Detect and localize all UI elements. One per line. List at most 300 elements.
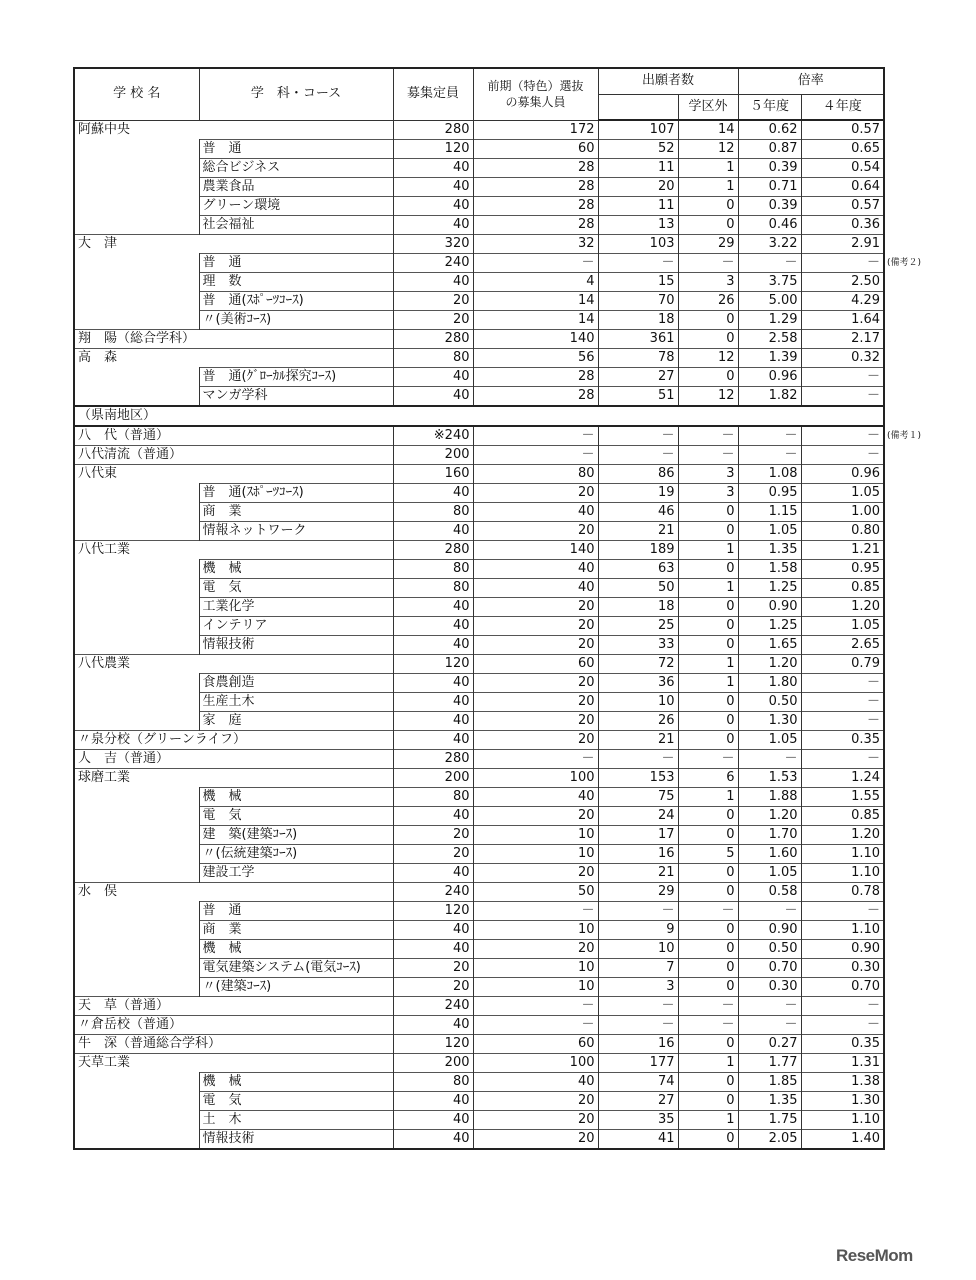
school-row [74,330,884,349]
capacity: 40 [393,674,473,693]
school-name-empty [74,579,199,598]
outside-district: 1 [678,674,738,693]
ratio-r4: 0.80 [801,522,884,541]
applicants: 27 [598,1092,678,1111]
early-quota: 32 [473,235,598,254]
ratio-r4: － [801,387,884,407]
school-name-empty [74,387,199,407]
ratio-r4: 0.90 [801,940,884,959]
early-quota: 80 [473,465,598,484]
school-name-empty [74,368,199,387]
applicants: － [598,750,678,769]
school-name-empty [74,140,199,159]
capacity: 40 [393,1111,473,1130]
course-row [74,598,884,617]
outside-district: 12 [678,140,738,159]
capacity: ※240 [393,426,473,446]
capacity: 120 [393,1035,473,1054]
capacity: 200 [393,1054,473,1073]
early-quota: 10 [473,978,598,997]
course-row [74,1111,884,1130]
applicants: 11 [598,159,678,178]
course-name: 〃(伝統建築ｺｰｽ) [199,845,393,864]
applicants: 21 [598,864,678,883]
school-row [74,731,884,750]
applicants: － [598,254,678,273]
early-quota: 56 [473,349,598,368]
early-quota: 40 [473,788,598,807]
applicants: － [598,1016,678,1035]
early-quota: 10 [473,921,598,940]
ratio-r5: 0.95 [738,484,801,503]
ratio-r4: 1.38 [801,1073,884,1092]
ratio-r5: 0.90 [738,921,801,940]
ratio-r4: 0.95 [801,560,884,579]
applicants: 18 [598,311,678,330]
early-quota: 4 [473,273,598,292]
capacity: 40 [393,807,473,826]
early-quota: 20 [473,674,598,693]
course-row [74,1073,884,1092]
outside-district: 0 [678,693,738,712]
ratio-r4: 0.85 [801,807,884,826]
capacity: 120 [393,140,473,159]
applicants: 78 [598,349,678,368]
school-name-empty [74,864,199,883]
ratio-r5: 0.87 [738,140,801,159]
header-outside: 学区外 [678,94,738,120]
ratio-r4: － [801,693,884,712]
ratio-r5: 1.15 [738,503,801,522]
school-name-empty [74,1111,199,1130]
course-name: 電気建築システム(電気ｺｰｽ) [199,959,393,978]
capacity: 120 [393,902,473,921]
course-row [74,560,884,579]
ratio-r5: 1.35 [738,1092,801,1111]
course-name: 普 通 [199,902,393,921]
school-name-empty [74,940,199,959]
capacity: 280 [393,120,473,140]
school-name: 八代東 [74,465,393,484]
outside-district: 0 [678,1130,738,1150]
school-row [74,349,884,368]
applicants: 10 [598,940,678,959]
course-name: 土 木 [199,1111,393,1130]
course-row [74,387,884,407]
ratio-r4: 1.10 [801,845,884,864]
early-quota: 40 [473,503,598,522]
course-row [74,159,884,178]
school-name-empty [74,254,199,273]
applicants: 33 [598,636,678,655]
outside-district: 0 [678,807,738,826]
capacity: 40 [393,387,473,407]
course-name: 総合ビジネス [199,159,393,178]
capacity: 200 [393,446,473,465]
ratio-r4: 1.55 [801,788,884,807]
outside-district: 1 [678,1111,738,1130]
ratio-r5: 1.65 [738,636,801,655]
outside-district: 3 [678,484,738,503]
ratio-r5: 0.50 [738,693,801,712]
capacity: 20 [393,311,473,330]
ratio-r4: 0.57 [801,120,884,140]
table-body [74,120,922,1149]
capacity: 20 [393,826,473,845]
applicants: 9 [598,921,678,940]
course-name: 情報ネットワーク [199,522,393,541]
applicants: 25 [598,617,678,636]
course-row [74,484,884,503]
course-row [74,712,884,731]
ratio-r4: 2.65 [801,636,884,655]
course-row [74,788,884,807]
section-row [74,406,884,426]
outside-district: 0 [678,216,738,235]
outside-district: 0 [678,978,738,997]
school-row [74,426,884,446]
capacity: 80 [393,503,473,522]
course-row [74,197,884,216]
course-name: 建 築(建築ｺｰｽ) [199,826,393,845]
early-quota: － [473,446,598,465]
course-name: 工業化学 [199,598,393,617]
applicants: 72 [598,655,678,674]
capacity: 40 [393,197,473,216]
applicants: 46 [598,503,678,522]
ratio-r4: － [801,712,884,731]
early-quota: 100 [473,769,598,788]
school-name: 球磨工業 [74,769,393,788]
school-name: 大 津 [74,235,393,254]
course-name: 農業食品 [199,178,393,197]
school-name-empty [74,902,199,921]
course-name: 建設工学 [199,864,393,883]
course-row [74,140,884,159]
ratio-r4: 0.85 [801,579,884,598]
ratio-r4: 0.65 [801,140,884,159]
outside-district: － [678,750,738,769]
early-quota: － [473,750,598,769]
course-name: 電 気 [199,579,393,598]
course-name: 家 庭 [199,712,393,731]
header-early: 前期（特色）選抜の募集人員 [473,68,598,120]
capacity: 80 [393,579,473,598]
capacity: 120 [393,655,473,674]
early-quota: 20 [473,940,598,959]
school-name: 水 俣 [74,883,393,902]
school-name-empty [74,807,199,826]
early-quota: 20 [473,617,598,636]
applicants: 51 [598,387,678,407]
applicants: 27 [598,368,678,387]
course-row [74,826,884,845]
school-row [74,750,884,769]
ratio-r4: 2.91 [801,235,884,254]
ratio-r4: 0.96 [801,465,884,484]
ratio-r5: 1.82 [738,387,801,407]
course-name: 理 数 [199,273,393,292]
course-name: 社会福祉 [199,216,393,235]
school-row [74,120,884,140]
ratio-r4: － [801,750,884,769]
ratio-r5: － [738,1016,801,1035]
course-row [74,1130,884,1150]
early-quota: 10 [473,959,598,978]
course-name: マンガ学科 [199,387,393,407]
ratio-r5: 0.96 [738,368,801,387]
header-capacity: 募集定員 [393,68,473,120]
capacity: 40 [393,1016,473,1035]
early-quota: 28 [473,216,598,235]
early-quota: 140 [473,330,598,349]
school-name-empty [74,978,199,997]
ratio-r4: 4.29 [801,292,884,311]
early-quota: 20 [473,1092,598,1111]
school-name-empty [74,484,199,503]
ratio-r5: － [738,426,801,446]
applicants: 361 [598,330,678,349]
outside-district: 12 [678,349,738,368]
outside-district: 0 [678,1035,738,1054]
ratio-r4: 0.57 [801,197,884,216]
applicants: 63 [598,560,678,579]
outside-district: － [678,426,738,446]
ratio-r4: － [801,997,884,1016]
school-name: 翔 陽（総合学科） [74,330,393,349]
early-quota: 28 [473,197,598,216]
outside-district: 14 [678,120,738,140]
applicants: 189 [598,541,678,560]
ratio-r4: 0.35 [801,731,884,750]
school-name-empty [74,788,199,807]
course-row [74,178,884,197]
header-course: 学 科・コース [199,68,393,120]
ratio-r5: 5.00 [738,292,801,311]
ratio-r5: － [738,902,801,921]
early-quota: 20 [473,522,598,541]
ratio-r4: 1.31 [801,1054,884,1073]
outside-district: 0 [678,522,738,541]
outside-district: 0 [678,826,738,845]
header-r4: ４年度 [801,94,884,120]
applicants: 29 [598,883,678,902]
course-name: 情報技術 [199,636,393,655]
ratio-r5: 0.39 [738,159,801,178]
early-quota: 20 [473,484,598,503]
capacity: 20 [393,845,473,864]
capacity: 320 [393,235,473,254]
school-name-empty [74,1073,199,1092]
outside-district: － [678,902,738,921]
applicants: － [598,426,678,446]
course-name: 商 業 [199,503,393,522]
school-name-empty [74,159,199,178]
early-quota: 140 [473,541,598,560]
outside-district: 0 [678,330,738,349]
school-name-empty [74,845,199,864]
ratio-r4: 0.36 [801,216,884,235]
applicants: 153 [598,769,678,788]
capacity: 40 [393,731,473,750]
applicants: － [598,446,678,465]
capacity: 40 [393,368,473,387]
course-name: 普 通 [199,140,393,159]
ratio-r5: 1.30 [738,712,801,731]
applicants: 3 [598,978,678,997]
course-row [74,273,884,292]
ratio-r4: 1.20 [801,598,884,617]
ratio-r5: 0.30 [738,978,801,997]
ratio-r4: 1.64 [801,311,884,330]
outside-district: 0 [678,864,738,883]
outside-district: 0 [678,883,738,902]
school-row [74,883,884,902]
course-row [74,959,884,978]
capacity: 80 [393,1073,473,1092]
outside-district: 1 [678,579,738,598]
remark-note: (備考１) [887,431,922,441]
admission-table [73,67,922,1150]
school-name-empty [74,826,199,845]
early-quota: 10 [473,845,598,864]
applicants: 18 [598,598,678,617]
ratio-r4: 1.10 [801,921,884,940]
section-label: （県南地区） [74,406,884,426]
course-name: グリーン環境 [199,197,393,216]
course-name: 食農創造 [199,674,393,693]
applicants: － [598,902,678,921]
header-applicants: 出願者数 [598,68,738,94]
capacity: 40 [393,484,473,503]
course-row [74,292,884,311]
capacity: 20 [393,978,473,997]
outside-district: － [678,997,738,1016]
school-name-empty [74,636,199,655]
school-row [74,465,884,484]
ratio-r5: 0.39 [738,197,801,216]
early-quota: 28 [473,387,598,407]
ratio-r4: 1.10 [801,864,884,883]
applicants: 52 [598,140,678,159]
course-row [74,864,884,883]
capacity: 240 [393,883,473,902]
applicants: 36 [598,674,678,693]
school-name: 天 草（普通） [74,997,393,1016]
early-quota: 28 [473,368,598,387]
course-name: 機 械 [199,940,393,959]
school-name: 〃倉岳校（普通） [74,1016,393,1035]
ratio-r5: 0.58 [738,883,801,902]
early-quota: － [473,1016,598,1035]
applicants: 86 [598,465,678,484]
ratio-r4: 1.24 [801,769,884,788]
ratio-r5: 1.29 [738,311,801,330]
course-row [74,254,884,273]
outside-district: 0 [678,617,738,636]
outside-district: 0 [678,311,738,330]
school-row [74,997,884,1016]
early-quota: 20 [473,636,598,655]
course-row [74,693,884,712]
ratio-r4: 1.10 [801,1111,884,1130]
ratio-r4: － [801,1016,884,1035]
ratio-r5: 0.62 [738,120,801,140]
school-name: 八 代（普通） [74,426,393,446]
ratio-r5: 1.70 [738,826,801,845]
early-quota: 60 [473,140,598,159]
ratio-r4: 2.17 [801,330,884,349]
ratio-r5: 1.53 [738,769,801,788]
ratio-r4: 0.30 [801,959,884,978]
applicants: 107 [598,120,678,140]
school-name-empty [74,712,199,731]
school-name-empty [74,674,199,693]
course-row [74,503,884,522]
ratio-r4: 1.21 [801,541,884,560]
course-name: 機 械 [199,560,393,579]
capacity: 40 [393,940,473,959]
capacity: 40 [393,178,473,197]
applicants: 70 [598,292,678,311]
ratio-r5: 1.60 [738,845,801,864]
ratio-r5: 1.05 [738,522,801,541]
ratio-r5: 0.27 [738,1035,801,1054]
course-name: インテリア [199,617,393,636]
early-quota: － [473,997,598,1016]
ratio-r5: 1.05 [738,864,801,883]
header-ratio: 倍率 [738,68,884,94]
school-name-empty [74,921,199,940]
school-name: 人 吉（普通） [74,750,393,769]
course-name: 普 通(ｽﾎﾟｰﾂｺｰｽ) [199,292,393,311]
capacity: 40 [393,712,473,731]
ratio-r5: 1.80 [738,674,801,693]
ratio-r4: 1.20 [801,826,884,845]
school-name: 天草工業 [74,1054,393,1073]
capacity: 160 [393,465,473,484]
applicants: 21 [598,522,678,541]
ratio-r5: － [738,254,801,273]
early-quota: 20 [473,1130,598,1150]
ratio-r5: 0.71 [738,178,801,197]
ratio-r5: 1.20 [738,807,801,826]
outside-district: 0 [678,368,738,387]
course-name: 電 気 [199,1092,393,1111]
ratio-r4: 2.50 [801,273,884,292]
applicants: 7 [598,959,678,978]
school-name-empty [74,617,199,636]
course-row [74,1092,884,1111]
applicants: 35 [598,1111,678,1130]
capacity: 40 [393,1130,473,1150]
ratio-r5: 1.58 [738,560,801,579]
early-quota: 40 [473,560,598,579]
school-name-empty [74,560,199,579]
applicants: 21 [598,731,678,750]
early-quota: 14 [473,292,598,311]
school-row [74,769,884,788]
capacity: 40 [393,216,473,235]
header-school: 学 校 名 [74,68,199,120]
school-name: 八代農業 [74,655,393,674]
early-quota: 28 [473,159,598,178]
early-quota: 40 [473,1073,598,1092]
ratio-r5: 2.05 [738,1130,801,1150]
school-row [74,655,884,674]
outside-district: 3 [678,273,738,292]
course-row [74,636,884,655]
